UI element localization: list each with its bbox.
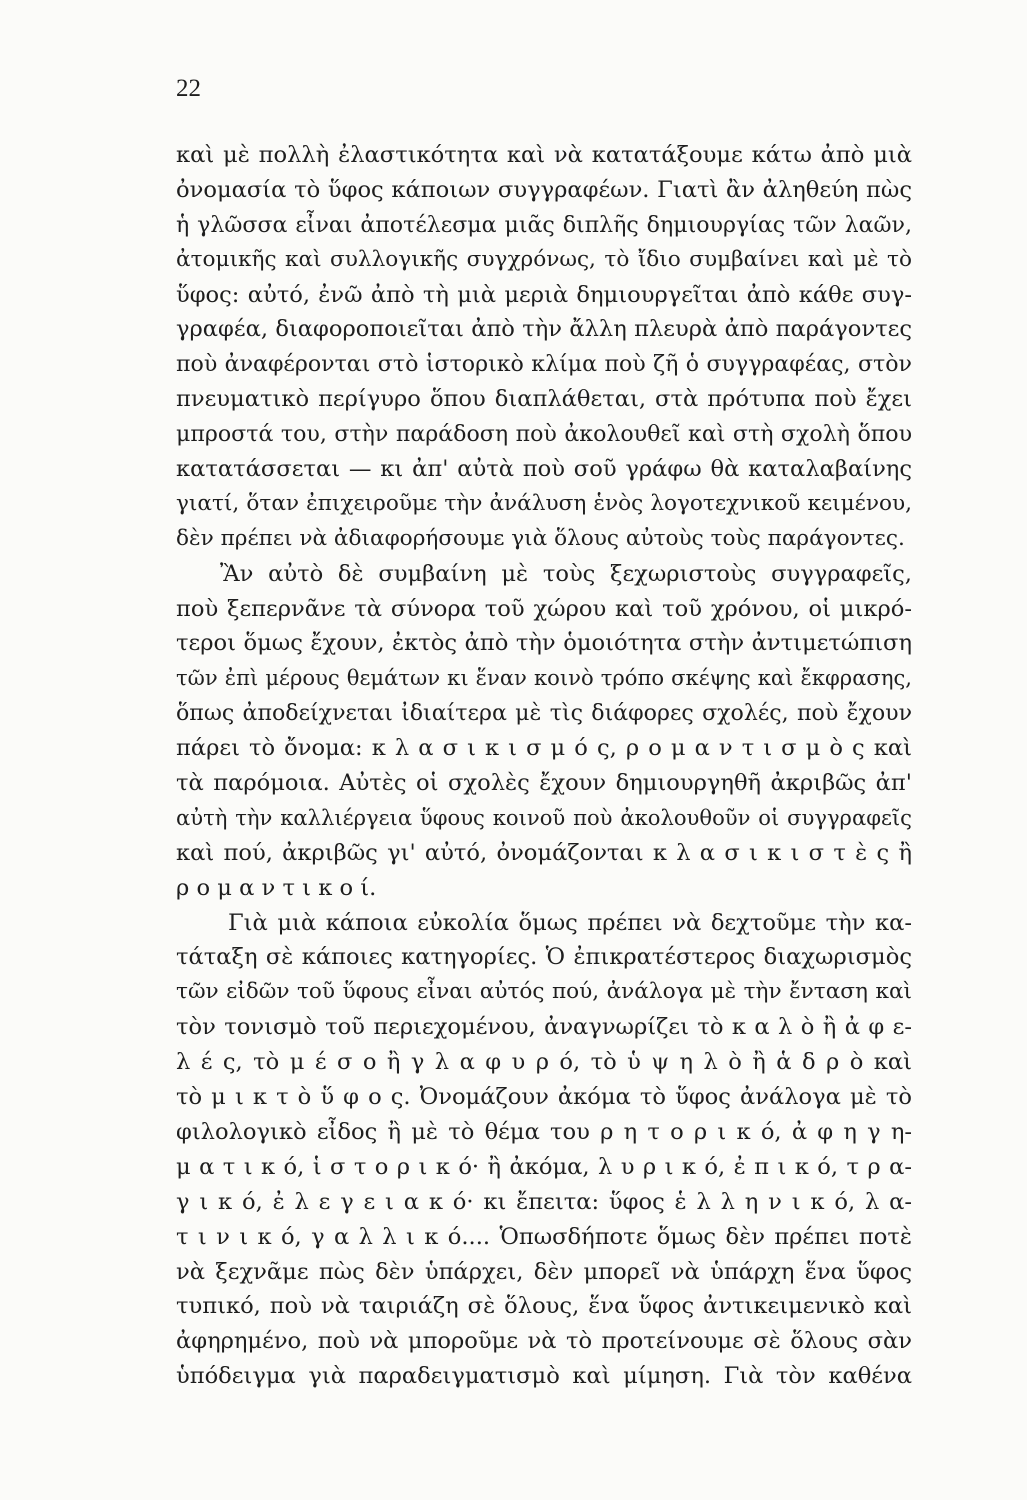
text-line: αὐτὴ τὴν καλλιέργεια ὕφους κοινοῦ ποὺ ἀκολουθοῦν οἱ συγγραφεῖς	[176, 804, 912, 830]
text-line: νὰ ξεχνᾶμε πὼς δὲν ὑπάρχει, δὲν μπορεῖ νὰ ὑπάρχη ἕνα ὕφος	[176, 1258, 912, 1285]
text-line: καὶ μὲ πολλὴ ἐλαστικότητα καὶ νὰ κατατάξουμε κάτω ἀπὸ μιὰ	[176, 142, 912, 168]
text-line: τάταξη σὲ κάποιες κατηγορίες. Ὁ ἐπικρατέστερος διαχωρισμὸς	[176, 944, 912, 971]
text-line: ἀφηρημένο, ποὺ νὰ μποροῦμε νὰ τὸ προτείνουμε σὲ ὅλους σὰν	[176, 1328, 912, 1355]
page-number: 22	[176, 75, 201, 102]
text-line: ποὺ ξεπερνᾶνε τὰ σύνορα τοῦ χώρου καὶ τοῦ χρόνου, οἱ μικρό-	[176, 595, 912, 622]
text-line: καὶ πού, ἀκριβῶς γι' αὐτό, ὀνομάζονται κ λ α σ ι κ ι σ τ ὲ ς ἢ	[176, 839, 912, 866]
text-line: ὀνομασία τὸ ὕφος κάποιων συγγραφέων. Γιατὶ ἂν ἀληθεύη πὼς	[176, 176, 912, 203]
text-line: τυπικό, ποὺ νὰ ταιριάζη σὲ ὅλους, ἕνα ὕφος ἀντικειμενικὸ καὶ	[176, 1293, 912, 1320]
text-line: ρ ο μ α ν τ ι κ ο ί.	[176, 874, 377, 901]
text-line: κατατάσσεται — κι ἀπ' αὐτὰ ποὺ σοῦ γράφω θὰ καταλαβαίνης	[176, 456, 912, 483]
text-line: γραφέα, διαφοροποιεῖται ἀπὸ τὴν ἄλλη πλευρὰ ἀπὸ παράγοντες	[176, 316, 912, 343]
text-line: τῶν εἰδῶν τοῦ ὕφους εἶναι αὐτός πού, ἀνάλογα μὲ τὴν ἔνταση καὶ	[176, 979, 912, 1005]
text-line: ὕφος: αὐτό, ἐνῶ ἀπὸ τὴ μιὰ μεριὰ δημιουργεῖται ἀπὸ κάθε συγ-	[176, 281, 912, 308]
text-line: τ ι ν ι κ ό, γ α λ λ ι κ ό.... Ὁπωσδήποτε ὅμως δὲν πρέπει ποτὲ	[176, 1223, 912, 1250]
text-line: μ α τ ι κ ό, ἱ σ τ ο ρ ι κ ό· ἢ ἀκόμα, λ υ ρ ι κ ό, ἐ π ι κ ό, τ ρ α-	[176, 1153, 912, 1180]
text-line: δὲν πρέπει νὰ ἀδιαφορήσουμε γιὰ ὅλους αὐτοὺς τοὺς παράγοντες.	[176, 525, 905, 551]
text-line: Γιὰ μιὰ κάποια εὐκολία ὅμως πρέπει νὰ δεχτοῦμε τὴν κα-	[228, 909, 912, 936]
text-line: ἀτομικῆς καὶ συλλογικῆς συγχρόνως, τὸ ἴδιο συμβαίνει καὶ μὲ τὸ	[176, 246, 912, 272]
text-line: λ έ ς, τὸ μ έ σ ο ἢ γ λ α φ υ ρ ό, τὸ ὑ ψ η λ ὸ ἢ ἁ δ ρ ὸ καὶ	[176, 1049, 912, 1076]
text-line: πάρει τὸ ὄνομα: κ λ α σ ι κ ι σ μ ό ς, ρ ο μ α ν τ ι σ μ ὸ ς καὶ	[176, 735, 912, 762]
text-line: Ἂν αὐτὸ δὲ συμβαίνη μὲ τοὺς ξεχωριστοὺς συγγραφεῖς,	[220, 560, 912, 587]
text-line: τὸ μ ι κ τ ὸ ὕ φ ο ς. Ὀνομάζουν ἀκόμα τὸ ὕφος ἀνάλογα μὲ τὸ	[176, 1084, 912, 1111]
text-line: γ ι κ ό, ἐ λ ε γ ε ι α κ ό· κι ἔπειτα: ὕφος ἑ λ λ η ν ι κ ό, λ α-	[176, 1188, 912, 1215]
text-line: ἡ γλῶσσα εἶναι ἀποτέλεσμα μιᾶς διπλῆς δημιουργίας τῶν λαῶν,	[176, 211, 912, 238]
text-line: ὅπως ἀποδείχνεται ἰδιαίτερα μὲ τὶς διάφορες σχολές, ποὺ ἔχουν	[176, 700, 912, 727]
text-line: μπροστά του, στὴν παράδοση ποὺ ἀκολουθεῖ καὶ στὴ σχολὴ ὅπου	[176, 421, 912, 448]
text-line: πνευματικὸ περίγυρο ὅπου διαπλάθεται, στὰ πρότυπα ποὺ ἔχει	[176, 386, 912, 413]
text-line: ποὺ ἀναφέρονται στὸ ἱστορικὸ κλίμα ποὺ ζῆ ὁ συγγραφέας, στὸν	[176, 351, 912, 378]
text-line: τῶν ἐπὶ μέρους θεμάτων κι ἕναν κοινὸ τρόπο σκέψης καὶ ἔκφρασης,	[176, 665, 912, 691]
text-line: ὑπόδειγμα γιὰ παραδειγματισμὸ καὶ μίμηση. Γιὰ τὸν καθένα	[176, 1363, 912, 1390]
text-line: τὰ παρόμοια. Αὐτὲς οἱ σχολὲς ἔχουν δημιουργηθῆ ἀκριβῶς ἀπ'	[176, 770, 912, 797]
body-text	[176, 138, 912, 1394]
text-line: φιλολογικὸ εἶδος ἢ μὲ τὸ θέμα του ρ η τ ο ρ ι κ ό, ἀ φ η γ η-	[176, 1118, 912, 1145]
text-line: γιατί, ὅταν ἐπιχειροῦμε τὴν ἀνάλυση ἑνὸς λογοτεχνικοῦ κειμένου,	[176, 490, 912, 516]
text-line: τὸν τονισμὸ τοῦ περιεχομένου, ἀναγνωρίζει τὸ κ α λ ὸ ἢ ἀ φ ε-	[176, 1014, 912, 1041]
text-line: τεροι ὅμως ἔχουν, ἐκτὸς ἀπὸ τὴν ὁμοιότητα στὴν ἀντιμετώπιση	[176, 630, 912, 657]
